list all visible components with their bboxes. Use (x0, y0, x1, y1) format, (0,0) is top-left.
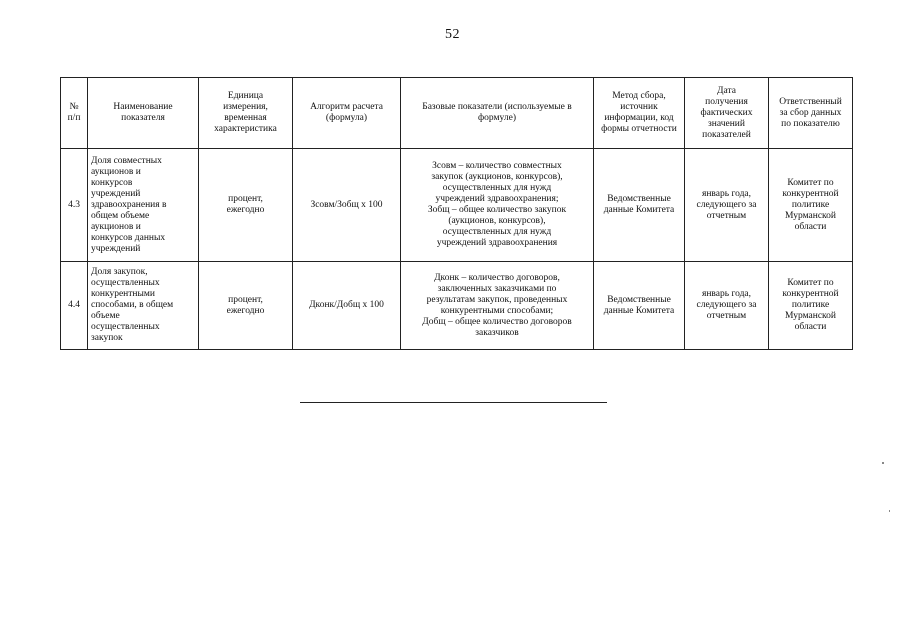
table-header-row (61, 78, 853, 149)
header-date: Дата получения фактических значений показателей (685, 78, 769, 149)
row-date: январь года, следующего за отчетным (685, 262, 769, 350)
header-collection-method: Метод сбора, источник информации, код формы отчетности (594, 78, 685, 149)
row-responsible: Комитет по конкурентной политике Мурманской области (769, 149, 853, 262)
table-row (61, 262, 853, 350)
header-formula: Алгоритм расчета (формула) (293, 78, 401, 149)
header-indicator-name: Наименование показателя (88, 78, 199, 149)
header-responsible: Ответственный за сбор данных по показателю (769, 78, 853, 149)
row-number: 4.3 (61, 149, 88, 262)
scan-speck (889, 510, 890, 512)
row-number: 4.4 (61, 262, 88, 350)
row-formula: Зсовм/Зобщ х 100 (293, 149, 401, 262)
row-collection-method: Ведомственные данные Комитета (594, 262, 685, 350)
row-unit: процент, ежегодно (199, 262, 293, 350)
row-base-indicators: Зсовм – количество совместных закупок (аукционов, конкурсов), осуществленных для нужд учреждений здравоохранения; Зобщ – общее количество закупок (аукционов, конкурсов), осуществленных для нужд учреждений здравоохранения (401, 149, 594, 262)
row-formula: Дконк/Добщ х 100 (293, 262, 401, 350)
row-indicator-name: Доля закупок, осуществленных конкурентными способами, в общем объеме осуществленных закупок (88, 262, 199, 350)
row-indicator-name: Доля совместных аукционов и конкурсов учреждений здравоохранения в общем объеме аукционов и конкурсов данных учреждений (88, 149, 199, 262)
header-base-indicators: Базовые показатели (используемые в формуле) (401, 78, 594, 149)
header-unit: Единица измерения, временная характеристика (199, 78, 293, 149)
scan-speck (882, 462, 884, 464)
table-row (61, 149, 853, 262)
row-base-indicators: Дконк – количество договоров, заключенных заказчиками по результатам закупок, проведенных конкурентными способами; Добщ – общее количество договоров заказчиков (401, 262, 594, 350)
indicators-table (60, 77, 853, 350)
header-number: № п/п (61, 78, 88, 149)
row-responsible: Комитет по конкурентной политике Мурманской области (769, 262, 853, 350)
closing-rule (300, 402, 607, 403)
row-date: январь года, следующего за отчетным (685, 149, 769, 262)
row-unit: процент, ежегодно (199, 149, 293, 262)
row-collection-method: Ведомственные данные Комитета (594, 149, 685, 262)
page-number: 52 (445, 27, 460, 42)
